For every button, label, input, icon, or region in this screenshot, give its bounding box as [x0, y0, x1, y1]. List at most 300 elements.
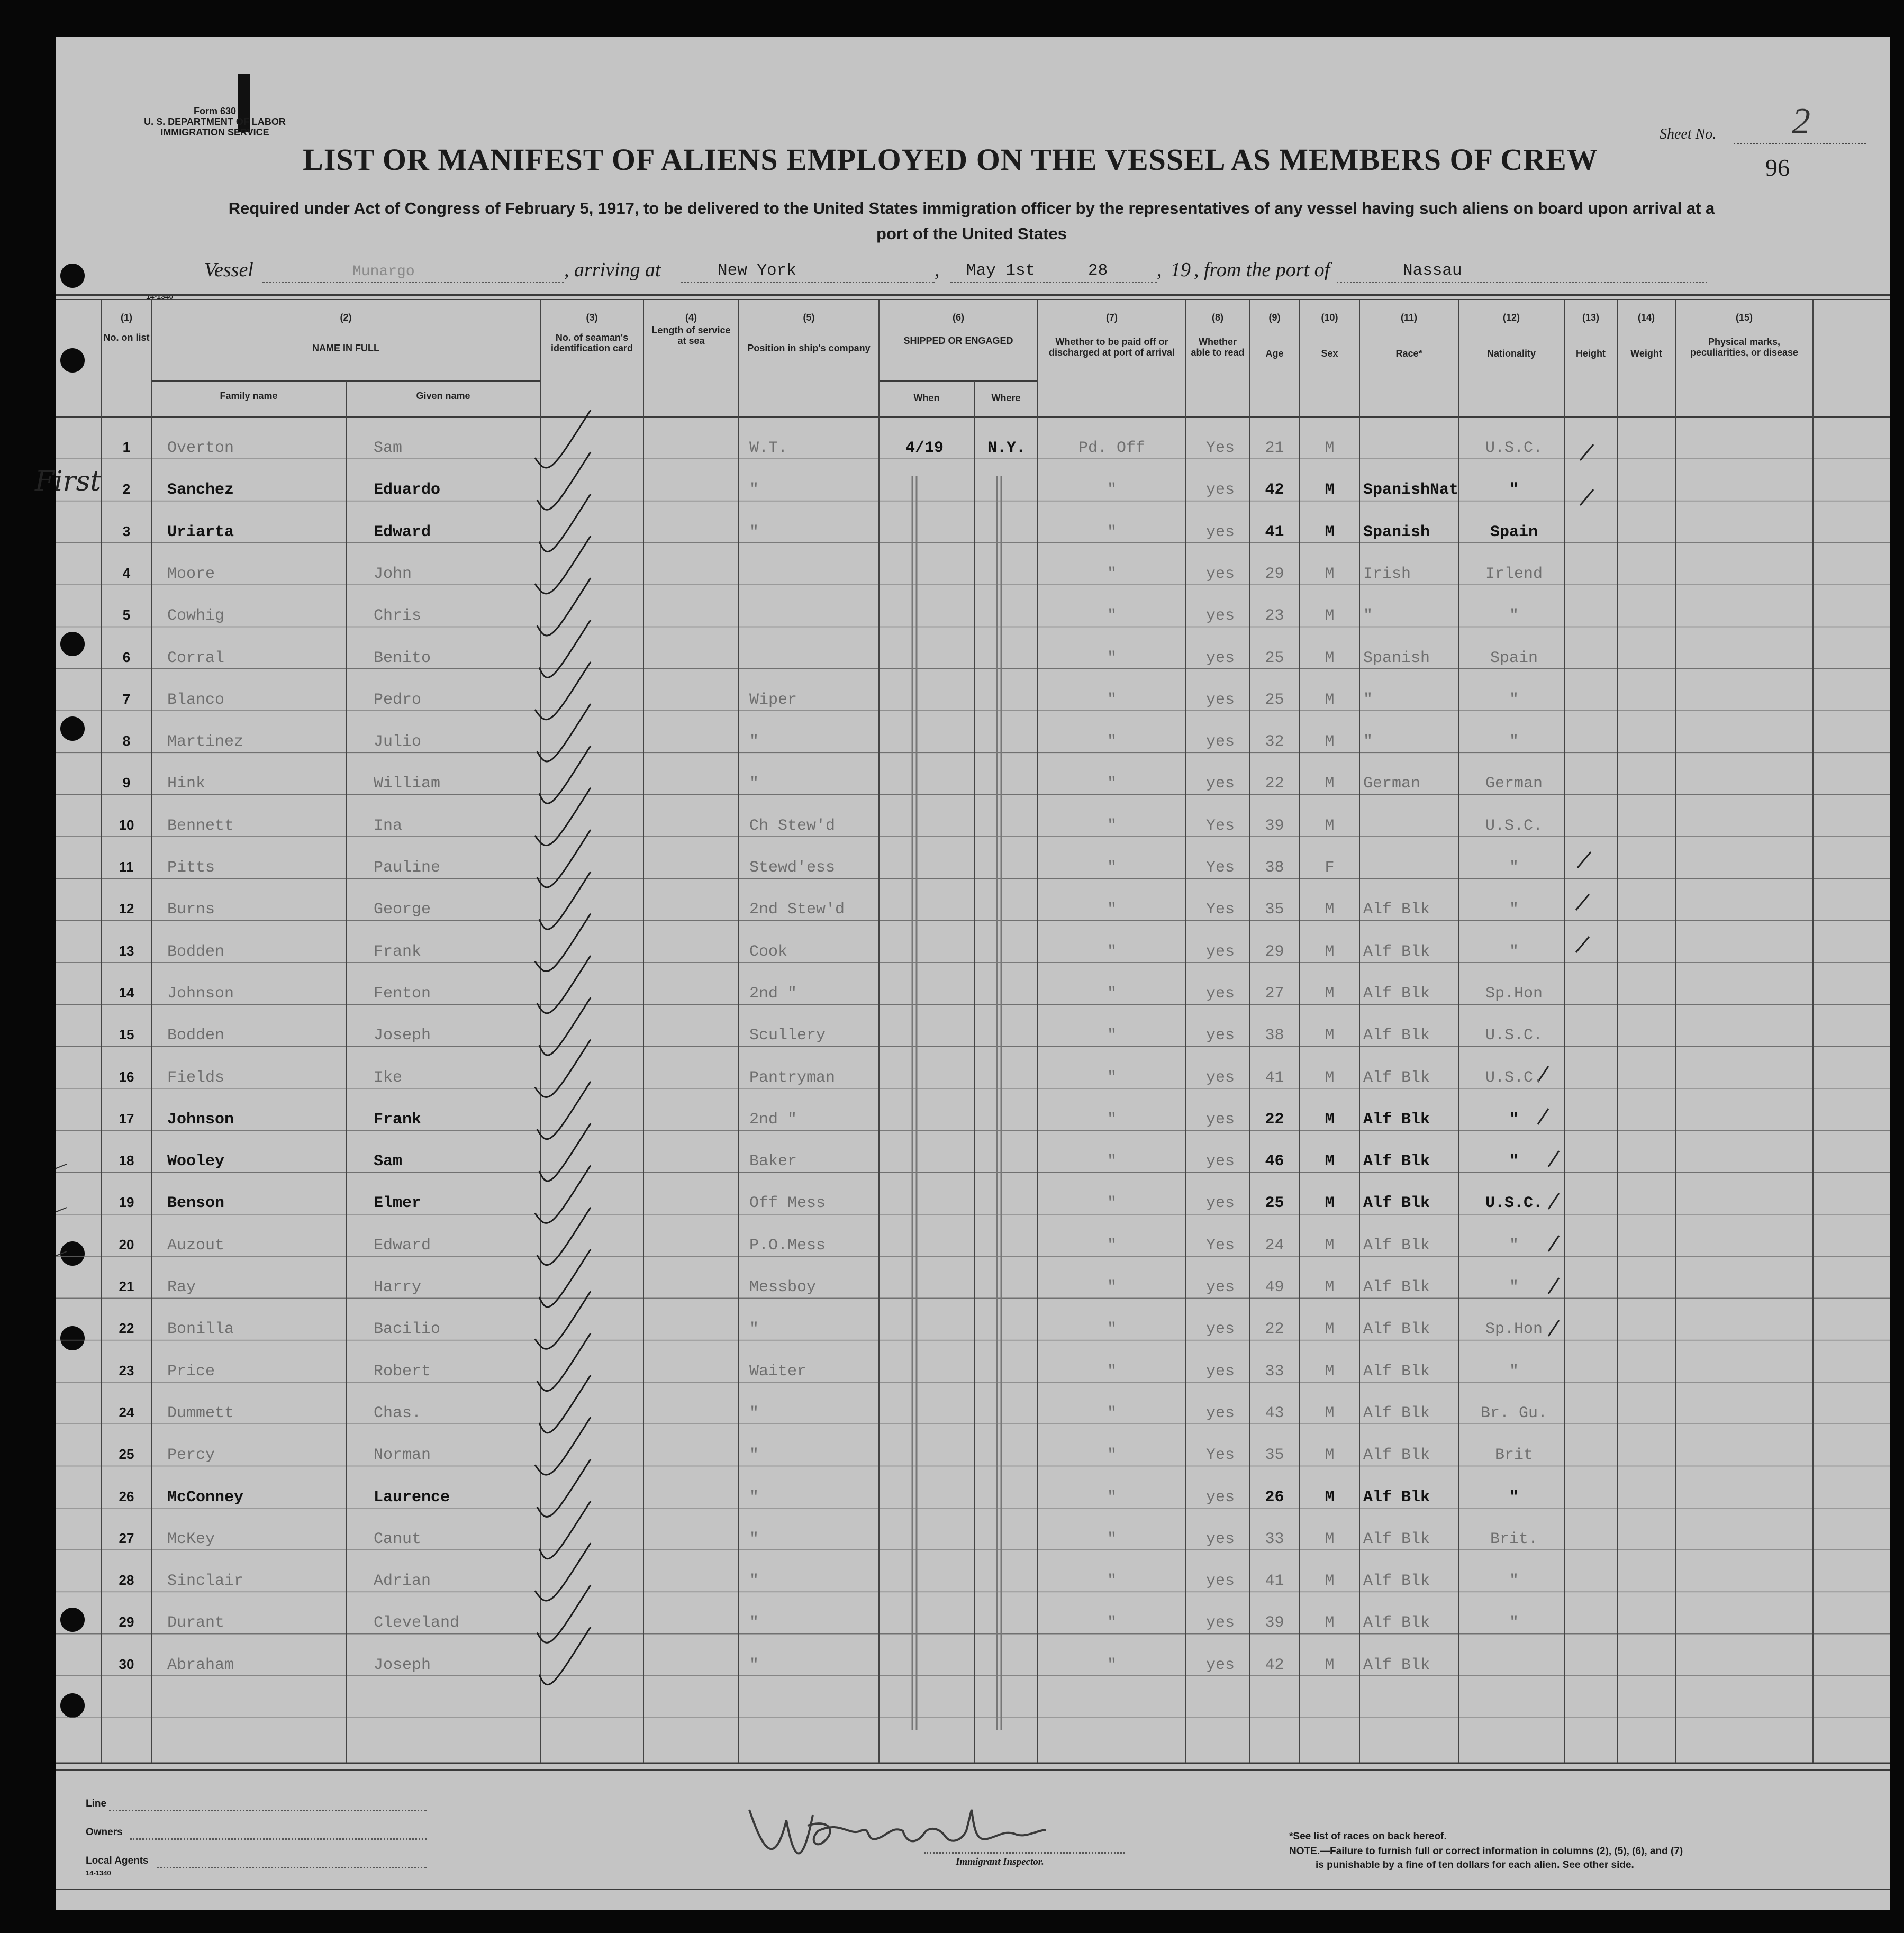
cell-no: 14 — [119, 984, 134, 1001]
col-4-num: (4) — [685, 312, 697, 323]
cell-read: yes — [1205, 1656, 1235, 1674]
cell-paid: Pd. Off — [1078, 439, 1146, 457]
cell-sex: M — [1325, 1194, 1335, 1213]
cell-paid: " — [1107, 984, 1117, 1003]
cell-no: 24 — [119, 1404, 134, 1420]
cell-age: 21 — [1265, 439, 1284, 457]
cell-given: Julio — [374, 733, 422, 751]
cell-age: 38 — [1265, 1027, 1284, 1045]
cell-race: Alf Blk — [1363, 1236, 1430, 1255]
cell-race: Alf Blk — [1363, 1362, 1430, 1381]
col-14-header — [1617, 312, 1675, 359]
form-title: LIST OR MANIFEST OF ALIENS EMPLOYED ON THE VESSEL AS MEMBERS OF CREW — [303, 142, 1598, 177]
cell-paid: " — [1107, 859, 1117, 877]
cell-sex: M — [1325, 816, 1335, 835]
col-11-num: (11) — [1400, 312, 1418, 323]
cell-family: Percy — [167, 1446, 215, 1465]
cell-no: 20 — [119, 1236, 134, 1253]
cell-paid: " — [1107, 1194, 1117, 1213]
cell-given: Ina — [374, 816, 403, 835]
cell-read: yes — [1205, 1572, 1235, 1591]
cell-nationality: Brit. — [1490, 1530, 1538, 1548]
cell-race: Alf Blk — [1363, 984, 1430, 1003]
cell-paid: " — [1107, 1656, 1117, 1674]
cell-race: " — [1363, 733, 1373, 751]
cell-no: 1 — [122, 439, 131, 455]
cell-nationality: U.S.C. — [1485, 816, 1543, 835]
col-9-label: Age — [1265, 348, 1284, 359]
cell-age: 23 — [1265, 607, 1284, 625]
col-2-header — [151, 312, 540, 353]
cell-position: " — [749, 1446, 759, 1465]
cell-nationality: " — [1509, 942, 1519, 961]
cell-age: 39 — [1265, 1614, 1284, 1632]
cell-read: Yes — [1205, 816, 1235, 835]
cell-sex: M — [1325, 942, 1335, 961]
vessel-name: Munargo — [352, 264, 415, 280]
cell-position: " — [749, 1614, 759, 1632]
cell-sex: M — [1325, 733, 1335, 751]
cell-race: Alf Blk — [1363, 1488, 1430, 1507]
col-10-num: (10) — [1321, 312, 1338, 323]
cell-read: yes — [1205, 1488, 1235, 1507]
cell-given: William — [374, 775, 441, 793]
cell-position: " — [749, 1572, 759, 1591]
cell-paid: " — [1107, 1110, 1117, 1129]
sheet-no: 2 — [1792, 101, 1810, 142]
margin-note: First — [35, 466, 102, 497]
cell-nationality: " — [1509, 1236, 1519, 1255]
cell-nationality: " — [1509, 1614, 1519, 1632]
cell-sex: M — [1325, 1572, 1335, 1591]
cell-given: Frank — [374, 942, 422, 961]
cell-paid: " — [1107, 1530, 1117, 1548]
cell-nationality: " — [1509, 1572, 1519, 1591]
cell-family: Fields — [167, 1068, 225, 1087]
cell-family: Dummett — [167, 1404, 234, 1422]
cell-nationality: Spain — [1490, 523, 1538, 541]
cell-given: Edward — [374, 523, 431, 541]
cell-family: Burns — [167, 901, 215, 919]
inspector-label: Immigrant Inspector. — [956, 1856, 1044, 1867]
cell-sex: M — [1325, 1110, 1335, 1129]
cell-sex: M — [1325, 901, 1335, 919]
cell-paid: " — [1107, 816, 1117, 835]
col-3-header — [546, 312, 638, 353]
cell-age: 41 — [1265, 1572, 1284, 1591]
cell-age: 39 — [1265, 816, 1284, 835]
col-2-num: (2) — [340, 312, 352, 323]
cell-age: 25 — [1265, 1194, 1284, 1213]
cell-paid: " — [1107, 1446, 1117, 1465]
cell-age: 22 — [1265, 775, 1284, 793]
col-6b-label: Where — [991, 393, 1021, 403]
col-3-label: No. of seaman's identification card — [550, 332, 633, 353]
col-12-header — [1458, 312, 1564, 359]
cell-position: Waiter — [749, 1362, 807, 1381]
cell-position: Scullery — [749, 1027, 826, 1045]
cell-read: yes — [1205, 1110, 1235, 1129]
col-13-header — [1564, 312, 1617, 359]
col-2a-label: Family name — [220, 391, 278, 401]
cell-family: Bodden — [167, 1027, 225, 1045]
col-13-label: Height — [1576, 348, 1606, 359]
cell-nationality: U.S.C. — [1485, 1194, 1543, 1213]
cell-paid: " — [1107, 481, 1117, 500]
cell-sex: M — [1325, 1068, 1335, 1087]
cell-sex: M — [1325, 607, 1335, 625]
cell-paid: " — [1107, 1027, 1117, 1045]
cell-age: 41 — [1265, 523, 1284, 541]
cell-race: Irish — [1363, 565, 1411, 583]
note-races: *See list of races on back hereof. — [1289, 1831, 1447, 1842]
cell-paid: " — [1107, 1152, 1117, 1171]
cell-nationality: Sp.Hon — [1485, 1320, 1543, 1339]
cell-read: yes — [1205, 942, 1235, 961]
cell-read: Yes — [1205, 1446, 1235, 1465]
cell-position: Ch Stew'd — [749, 816, 836, 835]
cell-paid: " — [1107, 1572, 1117, 1591]
small-code: 14-1340 — [146, 292, 174, 301]
line-line — [109, 1810, 427, 1811]
cell-paid: " — [1107, 1404, 1117, 1422]
cell-age: 33 — [1265, 1530, 1284, 1548]
col-7-num: (7) — [1106, 312, 1118, 323]
cell-paid: " — [1107, 523, 1117, 541]
cell-race: Alf Blk — [1363, 1068, 1430, 1087]
cell-given: Fenton — [374, 984, 431, 1003]
cell-position: " — [749, 1320, 759, 1339]
cell-race: Alf Blk — [1363, 1530, 1430, 1548]
cell-position: Off Mess — [749, 1194, 826, 1213]
cell-position: Baker — [749, 1152, 797, 1171]
cell-family: Price — [167, 1362, 215, 1381]
cell-given: Laurence — [374, 1488, 450, 1507]
cell-race: Alf Blk — [1363, 1152, 1430, 1171]
cell-read: Yes — [1205, 859, 1235, 877]
cell-when: 4/19 — [905, 439, 944, 457]
cell-no: 7 — [122, 691, 131, 707]
col-4-header — [649, 312, 733, 346]
arrival-date: May 1st — [966, 261, 1036, 280]
cell-sex: M — [1325, 1152, 1335, 1171]
cell-race: Alf Blk — [1363, 1110, 1430, 1129]
cell-sex: M — [1325, 1614, 1335, 1632]
arriving-label: , arriving at — [564, 259, 661, 281]
cell-read: Yes — [1205, 439, 1235, 457]
cell-sex: M — [1325, 775, 1335, 793]
cell-position: " — [749, 1404, 759, 1422]
cell-family: Bennett — [167, 816, 234, 835]
from-label: , from the port of — [1194, 259, 1330, 281]
cell-position: " — [749, 523, 759, 541]
cell-given: Chas. — [374, 1404, 422, 1422]
inspector-line — [924, 1852, 1125, 1854]
vessel-label: Vessel — [204, 259, 253, 281]
cell-no: 6 — [122, 649, 131, 665]
cell-paid: " — [1107, 1278, 1117, 1296]
year-label: 19 — [1171, 259, 1191, 281]
owners-label: Owners — [86, 1827, 123, 1838]
inspector-signature — [728, 1789, 1130, 1878]
cell-no: 27 — [119, 1530, 134, 1546]
cell-nationality: U.S.C. — [1485, 1027, 1543, 1045]
cell-no: 15 — [119, 1027, 134, 1043]
cell-nationality: Spain — [1490, 649, 1538, 667]
cell-nationality: " — [1509, 1152, 1519, 1171]
cell-family: Benson — [167, 1194, 225, 1213]
cell-position: " — [749, 1530, 759, 1548]
cell-nationality: " — [1509, 1278, 1519, 1296]
col-3-num: (3) — [586, 312, 598, 323]
col-5-num: (5) — [803, 312, 815, 323]
cell-position: " — [749, 481, 759, 500]
cell-family: Overton — [167, 439, 234, 457]
cell-read: yes — [1205, 1194, 1235, 1213]
cell-no: 10 — [119, 816, 134, 833]
cell-read: yes — [1205, 607, 1235, 625]
cell-position: Wiper — [749, 691, 797, 709]
cell-age: 35 — [1265, 1446, 1284, 1465]
cell-nationality: " — [1509, 859, 1519, 877]
cell-position: Messboy — [749, 1278, 817, 1296]
service: IMMIGRATION SERVICE — [160, 127, 269, 138]
cell-family: Auzout — [167, 1236, 225, 1255]
cell-paid: " — [1107, 1068, 1117, 1087]
cell-read: yes — [1205, 565, 1235, 583]
subtitle-line-2: port of the United States — [876, 224, 1067, 243]
cell-given: Eduardo — [374, 481, 441, 500]
cell-race: Spanish — [1363, 649, 1430, 667]
line-label: Line — [86, 1798, 107, 1809]
cell-no: 12 — [119, 901, 134, 917]
cell-given: Chris — [374, 607, 422, 625]
cell-paid: " — [1107, 1320, 1117, 1339]
cell-sex: M — [1325, 439, 1335, 457]
cell-race: Alf Blk — [1363, 901, 1430, 919]
cell-read: yes — [1205, 1152, 1235, 1171]
cell-no: 16 — [119, 1068, 134, 1085]
col-12-num: (12) — [1502, 312, 1520, 323]
cell-family: Moore — [167, 565, 215, 583]
cell-given: Cleveland — [374, 1614, 460, 1632]
col-14-num: (14) — [1637, 312, 1655, 323]
cell-race: Alf Blk — [1363, 1446, 1430, 1465]
cell-age: 35 — [1265, 901, 1284, 919]
cell-age: 24 — [1265, 1236, 1284, 1255]
cell-race: " — [1363, 691, 1373, 709]
cell-no: 26 — [119, 1488, 134, 1504]
cell-read: yes — [1205, 1530, 1235, 1548]
cell-family: McConney — [167, 1488, 244, 1507]
cell-age: 25 — [1265, 649, 1284, 667]
cell-read: yes — [1205, 1068, 1235, 1087]
col-8-num: (8) — [1212, 312, 1223, 323]
cell-given: Frank — [374, 1110, 422, 1129]
cell-age: 43 — [1265, 1404, 1284, 1422]
sheet-no-label: Sheet No. — [1660, 126, 1717, 142]
cell-no: 29 — [119, 1614, 134, 1630]
cell-race: German — [1363, 775, 1421, 793]
cell-family: Abraham — [167, 1656, 234, 1674]
cell-age: 33 — [1265, 1362, 1284, 1381]
cell-race: Alf Blk — [1363, 1572, 1430, 1591]
cell-age: 38 — [1265, 859, 1284, 877]
cell-paid: " — [1107, 1488, 1117, 1507]
cell-nationality: Brit — [1494, 1446, 1533, 1465]
col-10-label: Sex — [1321, 348, 1338, 359]
from-port: Nassau — [1403, 261, 1462, 280]
cell-family: Bodden — [167, 942, 225, 961]
cell-given: Harry — [374, 1278, 422, 1296]
cell-nationality: Br. Gu. — [1480, 1404, 1548, 1422]
cell-read: yes — [1205, 775, 1235, 793]
cell-race: Alf Blk — [1363, 1320, 1430, 1339]
cell-paid: " — [1107, 1362, 1117, 1381]
cell-family: Durant — [167, 1614, 225, 1632]
cell-paid: " — [1107, 775, 1117, 793]
cell-race: Alf Blk — [1363, 1614, 1430, 1632]
cell-race: Alf Blk — [1363, 1656, 1430, 1674]
cell-age: 26 — [1265, 1488, 1284, 1507]
cell-no: 9 — [122, 775, 131, 791]
cell-given: Ike — [374, 1068, 403, 1087]
cell-given: John — [374, 565, 412, 583]
comma: , — [1157, 259, 1162, 281]
cell-read: yes — [1205, 1404, 1235, 1422]
col-15-header — [1681, 312, 1808, 358]
cell-paid: " — [1107, 942, 1117, 961]
cell-no: 2 — [122, 481, 131, 497]
cell-position: " — [749, 775, 759, 793]
cell-sex: M — [1325, 1404, 1335, 1422]
cell-age: 46 — [1265, 1152, 1284, 1171]
cell-race: Alf Blk — [1363, 1194, 1430, 1213]
cell-sex: M — [1325, 1278, 1335, 1296]
col-2-label: NAME IN FULL — [312, 343, 379, 353]
cell-read: yes — [1205, 1320, 1235, 1339]
col-11-header — [1359, 312, 1458, 359]
cell-family: Blanco — [167, 691, 225, 709]
cell-age: 49 — [1265, 1278, 1284, 1296]
cell-nationality: " — [1509, 1488, 1519, 1507]
cell-paid: " — [1107, 733, 1117, 751]
cell-family: Hink — [167, 775, 206, 793]
cell-given: Robert — [374, 1362, 431, 1381]
col-1-num: (1) — [121, 312, 132, 323]
cell-sex: M — [1325, 1362, 1335, 1381]
cell-nationality: " — [1509, 1110, 1519, 1129]
cell-given: Edward — [374, 1236, 431, 1255]
cell-no: 8 — [122, 733, 131, 749]
cell-age: 27 — [1265, 984, 1284, 1003]
cell-no: 4 — [122, 565, 131, 581]
cell-paid: " — [1107, 607, 1117, 625]
cell-family: Johnson — [167, 1110, 234, 1129]
cell-sex: M — [1325, 1488, 1335, 1507]
cell-race: Alf Blk — [1363, 1027, 1430, 1045]
cell-family: Martinez — [167, 733, 244, 751]
cell-no: 23 — [119, 1362, 134, 1378]
cell-no: 30 — [119, 1656, 134, 1672]
cell-family: Uriarta — [167, 523, 234, 541]
cell-sex: M — [1325, 1446, 1335, 1465]
cell-position: 2nd Stew'd — [749, 901, 845, 919]
cell-family: Sinclair — [167, 1572, 244, 1591]
col-15-num: (15) — [1735, 312, 1753, 323]
cell-read: yes — [1205, 691, 1235, 709]
cell-position: " — [749, 1488, 759, 1507]
cell-given: Pauline — [374, 859, 441, 877]
department: U. S. DEPARTMENT OF LABOR — [144, 116, 286, 127]
col-14-label: Weight — [1630, 348, 1662, 359]
col-6-num: (6) — [953, 312, 964, 323]
cell-given: Pedro — [374, 691, 422, 709]
cell-sex: M — [1325, 1530, 1335, 1548]
cell-race: Spanish — [1363, 523, 1430, 541]
cell-given: Joseph — [374, 1027, 431, 1045]
cell-nationality: " — [1509, 481, 1519, 500]
agents-label: Local Agents — [86, 1855, 149, 1866]
cell-given: Norman — [374, 1446, 431, 1465]
cell-read: yes — [1205, 523, 1235, 541]
arrival-day: 28 — [1088, 261, 1108, 280]
cell-family: Cowhig — [167, 607, 225, 625]
cell-given: Canut — [374, 1530, 422, 1548]
cell-sex: M — [1325, 565, 1335, 583]
note-text-1: NOTE.—Failure to furnish full or correct information in columns (2), (5), (6), and (7) — [1289, 1846, 1683, 1857]
col-8-header — [1189, 312, 1247, 358]
cell-age: 29 — [1265, 565, 1284, 583]
col-11-label: Race* — [1395, 348, 1422, 359]
cell-given: Joseph — [374, 1656, 431, 1674]
cell-nationality: Sp.Hon — [1485, 984, 1543, 1003]
cell-sex: M — [1325, 1656, 1335, 1674]
cell-position: Cook — [749, 942, 788, 961]
cell-age: 22 — [1265, 1110, 1284, 1129]
cell-sex: M — [1325, 1027, 1335, 1045]
cell-given: Adrian — [374, 1572, 431, 1591]
arrival-port: New York — [718, 261, 796, 280]
cell-no: 19 — [119, 1194, 134, 1211]
col-5-label: Position in ship's company — [747, 343, 871, 353]
cell-sex: M — [1325, 1236, 1335, 1255]
cell-family: Johnson — [167, 984, 234, 1003]
cell-no: 28 — [119, 1572, 134, 1589]
manifest-sheet — [35, 37, 1890, 1910]
cell-age: 42 — [1265, 1656, 1284, 1674]
cell-sex: M — [1325, 691, 1335, 709]
cell-sex: M — [1325, 481, 1335, 500]
cell-given: Sam — [374, 439, 403, 457]
cell-position: " — [749, 1656, 759, 1674]
cell-sex: M — [1325, 523, 1335, 541]
cell-nationality: " — [1509, 691, 1519, 709]
cell-no: 21 — [119, 1278, 134, 1294]
cell-read: yes — [1205, 649, 1235, 667]
cell-sex: M — [1325, 984, 1335, 1003]
cell-read: yes — [1205, 1614, 1235, 1632]
cell-race: Alf Blk — [1363, 1404, 1430, 1422]
col-6-header — [879, 312, 1038, 346]
cell-no: 17 — [119, 1110, 134, 1127]
cell-nationality: " — [1509, 733, 1519, 751]
cell-family: McKey — [167, 1530, 215, 1548]
cell-age: 25 — [1265, 691, 1284, 709]
col-10-header — [1300, 312, 1359, 359]
agents-code: 14-1340 — [86, 1869, 111, 1877]
cell-position: P.O.Mess — [749, 1236, 826, 1255]
